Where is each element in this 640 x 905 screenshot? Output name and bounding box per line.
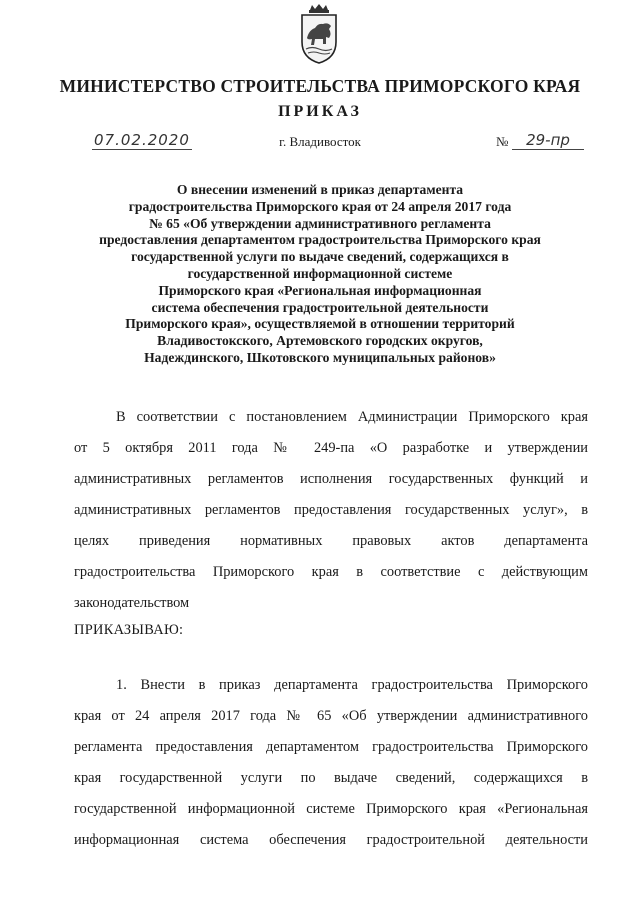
clause-1-paragraph <box>74 670 588 856</box>
title-line: Приморского края «Региональная информационная <box>158 282 482 298</box>
paragraph-line: государственной информационной системе Приморского края «Региональная <box>74 801 588 817</box>
title-line: система обеспечения градостроительной деятельности <box>151 299 489 315</box>
paragraph-line: В соответствии с постановлением Администрации Приморского края <box>116 409 588 425</box>
paragraph-line: административных регламентов исполнения государственных функций и <box>74 471 588 487</box>
paragraph-line: целях приведения нормативных правовых актов департамента <box>74 533 588 549</box>
ministry-name: МИНИСТЕРСТВО СТРОИТЕЛЬСТВА ПРИМОРСКОГО КРАЯ <box>59 76 581 96</box>
title-line: предоставления департаментом градостроительства Приморского края <box>99 232 541 248</box>
handwritten-date: 07.02.2020 <box>94 131 190 149</box>
city: г. Владивосток <box>279 134 361 149</box>
paragraph-line: края от 24 апреля 2017 года № 65 «Об утверждении административного <box>74 708 588 724</box>
paragraph-line: градостроительства Приморского края в соответствие с действующим <box>74 564 588 580</box>
order-title <box>60 182 580 367</box>
paragraph-line: информационная система обеспечения градостроительной деятельности <box>74 832 588 848</box>
order-meta <box>0 131 640 158</box>
paragraph-line: регламента предоставления департаментом градостроительства Приморского <box>74 739 588 755</box>
title-line: Надеждинского, Шкотовского муниципальных районов» <box>144 349 496 365</box>
title-line: № 65 «Об утверждении административного регламента <box>149 215 491 231</box>
paragraph-line: от 5 октября 2011 года № 249-па «О разработке и утверждении <box>74 440 588 456</box>
paragraph-line: 1. Внести в приказ департамента градостроительства Приморского <box>116 677 588 693</box>
paragraph-line: края государственной услуги по выдаче сведений, содержащихся в <box>74 770 588 786</box>
paragraph-line: административных регламентов предоставления государственных услуг», в <box>74 502 588 518</box>
number-label: № <box>496 134 509 149</box>
title-line: государственной информационной системе <box>187 265 453 281</box>
primorsky-krai-coat-of-arms-icon <box>298 4 340 64</box>
title-line: О внесении изменений в приказ департамента <box>176 182 464 197</box>
handwritten-number: 29-пр <box>512 131 584 150</box>
title-line: государственной услуги по выдаче сведений, содержащихся в <box>131 249 509 265</box>
title-line: градостроительства Приморского края от 24 апреля 2017 года <box>128 198 512 214</box>
preamble-paragraph <box>74 402 588 619</box>
title-line: Владивостокского, Артемовского городских округов, <box>157 333 483 349</box>
title-line: Приморского края», осуществляемой в отношении территорий <box>125 316 515 332</box>
order-heading: ПРИКАЗЫВАЮ: <box>74 622 184 638</box>
document-type: ПРИКАЗ <box>278 103 362 120</box>
paragraph-line: законодательством <box>74 595 190 611</box>
